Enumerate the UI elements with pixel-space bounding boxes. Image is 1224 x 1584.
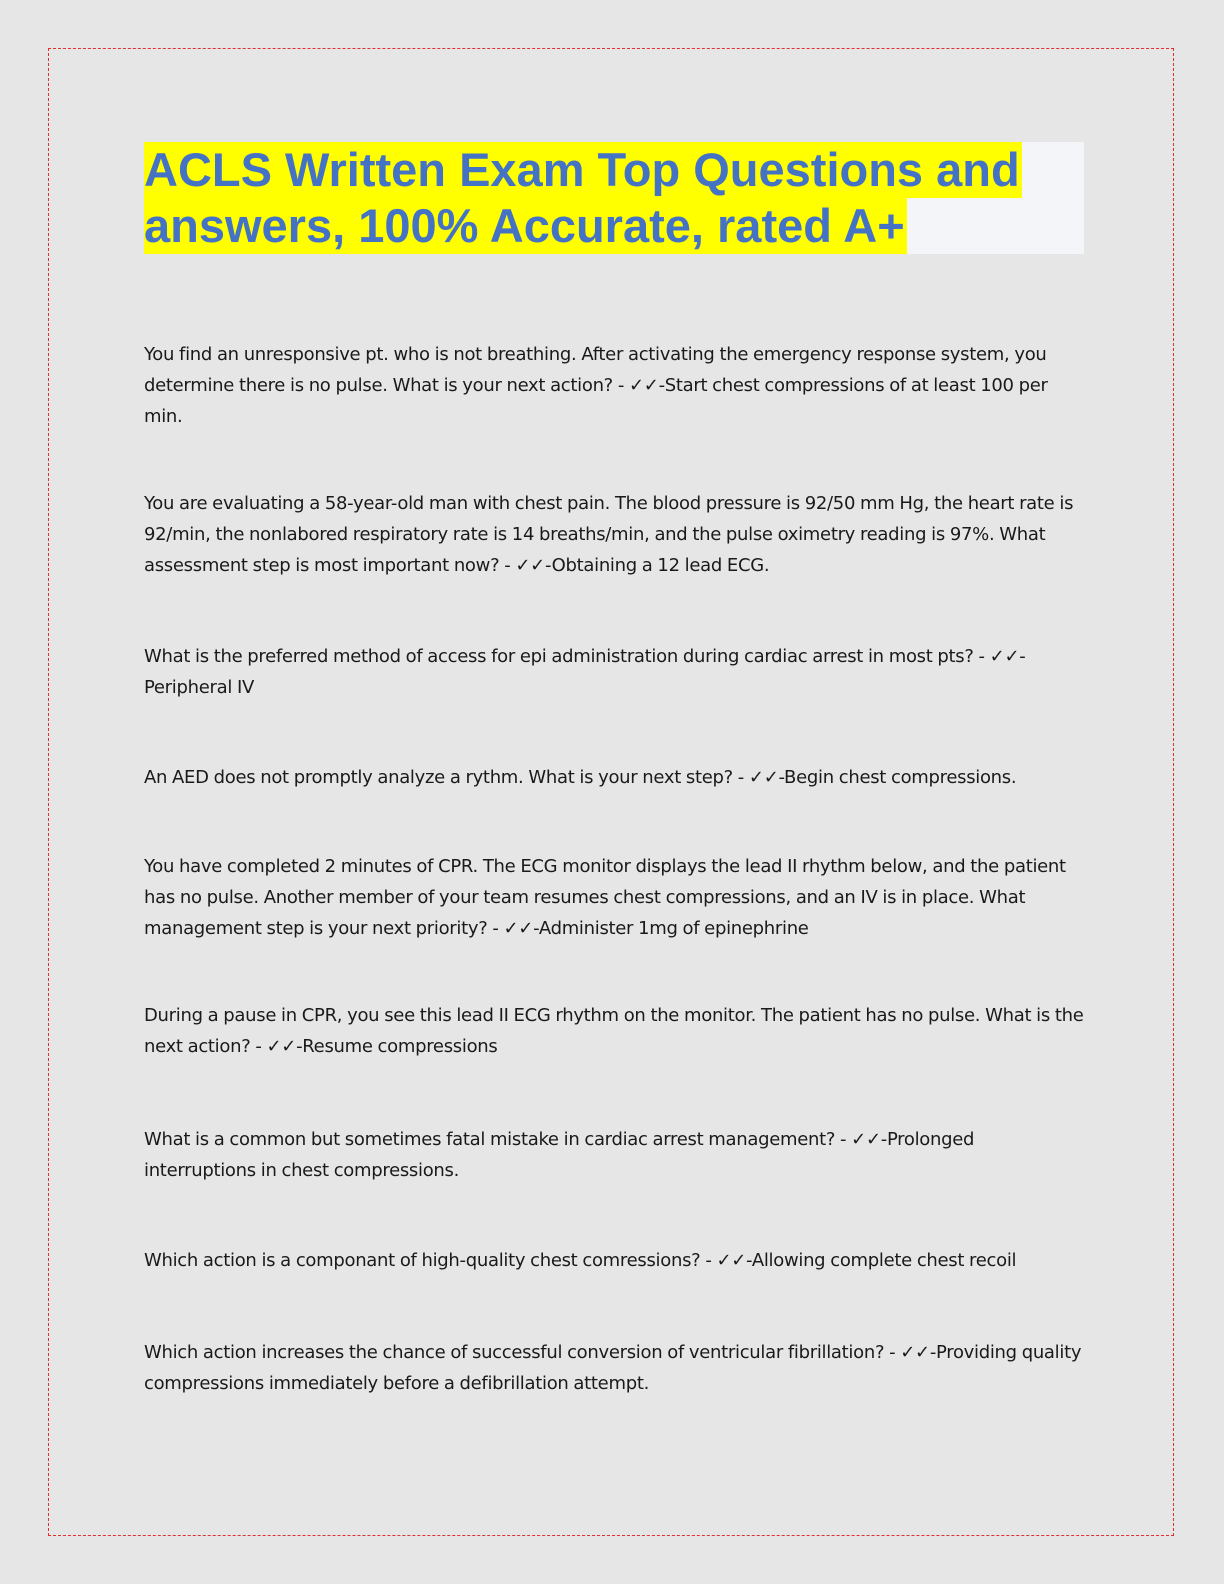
qa-item-5 [144, 851, 1084, 944]
question-text: You find an unresponsive pt. who is not breathing. After activating the emergency response system, you determine there is no pulse. What is your next action? - [144, 344, 1047, 396]
checkmark-icon: ✓✓ [989, 646, 1020, 667]
checkmark-icon: ✓✓ [628, 375, 659, 396]
checkmark-icon: ✓✓ [900, 1342, 930, 1363]
qa-item-9 [144, 1337, 1084, 1399]
question-text: Which action increases the chance of successful conversion of ventricular fibrillation? - [144, 1342, 901, 1363]
question-text: During a pause in CPR, you see this lead II ECG rhythm on the monitor. The patient has no pulse. What is the next action? - [144, 1005, 1084, 1057]
question-text: Which action is a componant of high-quality chest comressions? - [144, 1250, 717, 1271]
answer-text: -Prolonged interruptions in chest compressions. [144, 1129, 975, 1181]
answer-text: -Resume compressions [296, 1036, 498, 1057]
checkmark-icon: ✓✓ [716, 1250, 747, 1271]
question-text: An AED does not promptly analyze a rythm. What is your next step? - [144, 767, 749, 788]
qa-item-6 [144, 1000, 1084, 1062]
qa-item-2 [144, 488, 1084, 581]
document-title [144, 142, 1084, 254]
question-text: What is the preferred method of access for epi administration during cardiac arrest in most pts? - [144, 646, 990, 667]
answer-text: -Begin chest compressions. [778, 767, 1017, 788]
answer-text: -Peripheral IV [144, 646, 1026, 698]
question-text: You are evaluating a 58-year-old man with chest pain. The blood pressure is 92/50 mm Hg, the heart rate is 92/min, the nonlabored respiratory rate is 14 breaths/min, and the pulse oximetry reading is 97%. What assessment step is most important now? - [144, 493, 1074, 576]
qa-item-1 [144, 339, 1084, 432]
title-line-1: ACLS Written Exam Top Questions and [144, 143, 1020, 196]
checkmark-icon: ✓✓ [503, 918, 534, 939]
checkmark-icon: ✓✓ [748, 767, 779, 788]
qa-item-8 [144, 1245, 1084, 1276]
answer-text: -Start chest compressions of at least 100 per min. [144, 375, 1048, 427]
answer-text: -Allowing complete chest recoil [746, 1250, 1017, 1271]
question-text: What is a common but sometimes fatal mistake in cardiac arrest management? - [144, 1129, 852, 1150]
answer-text: -Providing quality compressions immediately before a defibrillation attempt. [144, 1342, 1082, 1394]
qa-item-7 [144, 1124, 1084, 1186]
qa-item-4 [144, 762, 1084, 793]
answer-text: -Obtaining a 12 lead ECG. [544, 555, 770, 576]
qa-item-3 [144, 641, 1084, 703]
checkmark-icon: ✓✓ [266, 1036, 297, 1057]
checkmark-icon: ✓✓ [851, 1129, 881, 1150]
title-line-2: answers, 100% Accurate, rated A+ [144, 199, 905, 252]
checkmark-icon: ✓✓ [515, 555, 545, 576]
answer-text: -Administer 1mg of epinephrine [533, 918, 809, 939]
question-text: You have completed 2 minutes of CPR. The ECG monitor displays the lead II rhythm below, and the patient has no pulse. Another member of your team resumes chest compressions, and an IV is in place. What management step is your next priority? - [144, 856, 1066, 939]
